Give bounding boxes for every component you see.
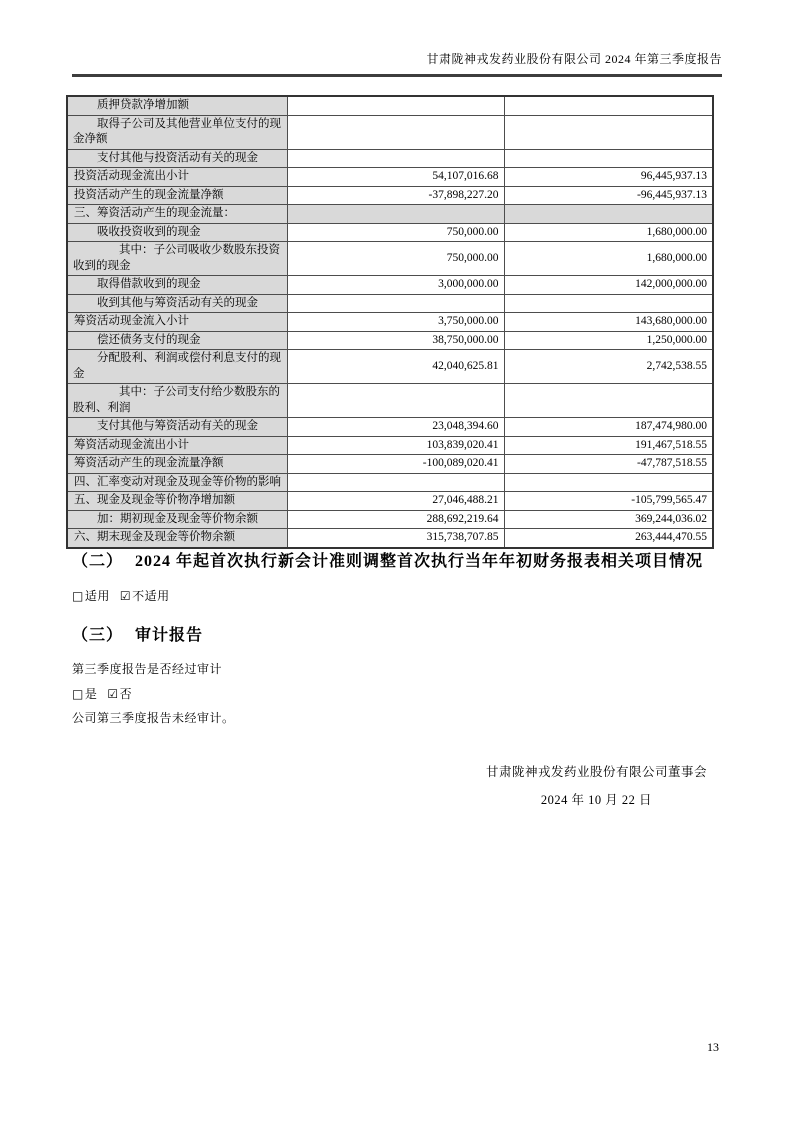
row-item-label: 质押贷款净增加额 (67, 96, 287, 115)
table-row (67, 223, 713, 242)
row-current-period-value: 54,107,016.68 (287, 168, 504, 187)
row-current-period-value (287, 384, 504, 418)
row-item-label: 三、筹资活动产生的现金流量： (67, 205, 287, 224)
checkbox-unchecked-icon: □ (72, 687, 84, 701)
not-applicable-label: 不适用 (132, 589, 170, 603)
cash-flow-table (66, 95, 714, 549)
row-prior-period-value (504, 294, 713, 313)
row-current-period-value: -37,898,227.20 (287, 186, 504, 205)
table-row (67, 313, 713, 332)
row-item-label: 取得子公司及其他营业单位支付的现金净额 (67, 115, 287, 149)
row-current-period-value (287, 149, 504, 168)
row-prior-period-value (504, 149, 713, 168)
section-title: 审计报告 (135, 627, 204, 644)
audit-answer-line (72, 687, 142, 702)
row-current-period-value: 288,692,219.64 (287, 510, 504, 529)
applicable-label: 适用 (84, 589, 110, 603)
table-row (67, 492, 713, 511)
table-row (67, 205, 713, 224)
row-item-label: 取得借款收到的现金 (67, 276, 287, 295)
audit-question: 第三季度报告是否经过审计 (72, 662, 223, 676)
row-item-label: 支付其他与筹资活动有关的现金 (67, 418, 287, 437)
header-rule (72, 74, 722, 77)
row-current-period-value (287, 115, 504, 149)
audit-yes-option (72, 687, 97, 701)
section-audit-heading (72, 622, 203, 645)
signature-block (486, 762, 707, 808)
audit-no-label: 否 (119, 687, 133, 701)
table-row (67, 242, 713, 276)
table-row (67, 455, 713, 474)
table-row (67, 436, 713, 455)
page-header (72, 51, 722, 67)
row-prior-period-value: 1,250,000.00 (504, 331, 713, 350)
row-current-period-value (287, 294, 504, 313)
row-prior-period-value: -47,787,518.55 (504, 455, 713, 474)
table-row (67, 294, 713, 313)
row-current-period-value: 3,000,000.00 (287, 276, 504, 295)
section-restatement-heading (72, 548, 703, 571)
row-current-period-value (287, 205, 504, 224)
row-item-label: 投资活动现金流出小计 (67, 168, 287, 187)
row-prior-period-value: -96,445,937.13 (504, 186, 713, 205)
row-prior-period-value (504, 473, 713, 492)
table-row (67, 384, 713, 418)
row-current-period-value (287, 473, 504, 492)
table-row (67, 331, 713, 350)
row-prior-period-value: 142,000,000.00 (504, 276, 713, 295)
audit-yes-label: 是 (84, 687, 98, 701)
row-prior-period-value (504, 205, 713, 224)
header-title: 甘肃陇神戎发药业股份有限公司 2024 年第三季度报告 (426, 52, 722, 66)
table-row (67, 276, 713, 295)
row-item-label: 四、汇率变动对现金及现金等价物的影响 (67, 473, 287, 492)
row-item-label: 其中：子公司支付给少数股东的股利、利润 (67, 384, 287, 418)
row-prior-period-value: 263,444,470.55 (504, 529, 713, 548)
row-prior-period-value: 96,445,937.13 (504, 168, 713, 187)
row-prior-period-value (504, 384, 713, 418)
row-current-period-value (287, 96, 504, 115)
table-row (67, 115, 713, 149)
section-number: （二） (72, 553, 124, 570)
checkbox-checked-icon: ☑ (107, 687, 119, 701)
row-prior-period-value: 143,680,000.00 (504, 313, 713, 332)
row-item-label: 收到其他与筹资活动有关的现金 (67, 294, 287, 313)
restatement-applicability-line (72, 589, 180, 604)
row-prior-period-value: 1,680,000.00 (504, 242, 713, 276)
applicable-option (72, 589, 110, 603)
checkbox-unchecked-icon: □ (72, 589, 84, 603)
table-row (67, 510, 713, 529)
row-current-period-value: 750,000.00 (287, 242, 504, 276)
row-current-period-value: 103,839,020.41 (287, 436, 504, 455)
row-prior-period-value: 1,680,000.00 (504, 223, 713, 242)
table-row (67, 149, 713, 168)
audit-no-option (107, 687, 132, 701)
audit-note: 公司第三季度报告未经审计。 (72, 711, 235, 725)
row-current-period-value: 38,750,000.00 (287, 331, 504, 350)
not-applicable-option (120, 589, 170, 603)
row-current-period-value: -100,089,020.41 (287, 455, 504, 474)
table-row (67, 473, 713, 492)
signature-company: 甘肃陇神戎发药业股份有限公司董事会 (485, 765, 707, 779)
row-prior-period-value (504, 115, 713, 149)
row-prior-period-value: 187,474,980.00 (504, 418, 713, 437)
table-row (67, 186, 713, 205)
cash-flow-table-body (67, 96, 713, 548)
table-row (67, 96, 713, 115)
row-item-label: 其中：子公司吸收少数股东投资收到的现金 (67, 242, 287, 276)
row-prior-period-value (504, 96, 713, 115)
row-item-label: 分配股利、利润或偿付利息支付的现金 (67, 350, 287, 384)
signature-date: 2024 年 10 月 22 日 (540, 793, 653, 807)
row-item-label: 六、期末现金及现金等价物余额 (67, 529, 287, 548)
page-number: 13 (707, 1040, 719, 1054)
row-item-label: 加：期初现金及现金等价物余额 (67, 510, 287, 529)
row-item-label: 偿还债务支付的现金 (67, 331, 287, 350)
row-current-period-value: 27,046,488.21 (287, 492, 504, 511)
row-current-period-value: 42,040,625.81 (287, 350, 504, 384)
row-item-label: 投资活动产生的现金流量净额 (67, 186, 287, 205)
table-row (67, 418, 713, 437)
row-item-label: 筹资活动产生的现金流量净额 (67, 455, 287, 474)
table-row (67, 529, 713, 548)
row-item-label: 吸收投资收到的现金 (67, 223, 287, 242)
table-row (67, 350, 713, 384)
row-prior-period-value: 369,244,036.02 (504, 510, 713, 529)
row-item-label: 支付其他与投资活动有关的现金 (67, 149, 287, 168)
row-current-period-value: 3,750,000.00 (287, 313, 504, 332)
section-title: 2024 年起首次执行新会计准则调整首次执行当年年初财务报表相关项目情况 (135, 553, 704, 570)
row-item-label: 筹资活动现金流出小计 (67, 436, 287, 455)
section-number: （三） (72, 627, 124, 644)
row-current-period-value: 315,738,707.85 (287, 529, 504, 548)
row-current-period-value: 23,048,394.60 (287, 418, 504, 437)
table-row (67, 168, 713, 187)
row-prior-period-value: 191,467,518.55 (504, 436, 713, 455)
row-prior-period-value: -105,799,565.47 (504, 492, 713, 511)
checkbox-checked-icon: ☑ (119, 589, 132, 603)
row-item-label: 五、现金及现金等价物净增加额 (67, 492, 287, 511)
row-item-label: 筹资活动现金流入小计 (67, 313, 287, 332)
row-current-period-value: 750,000.00 (287, 223, 504, 242)
row-prior-period-value: 2,742,538.55 (504, 350, 713, 384)
